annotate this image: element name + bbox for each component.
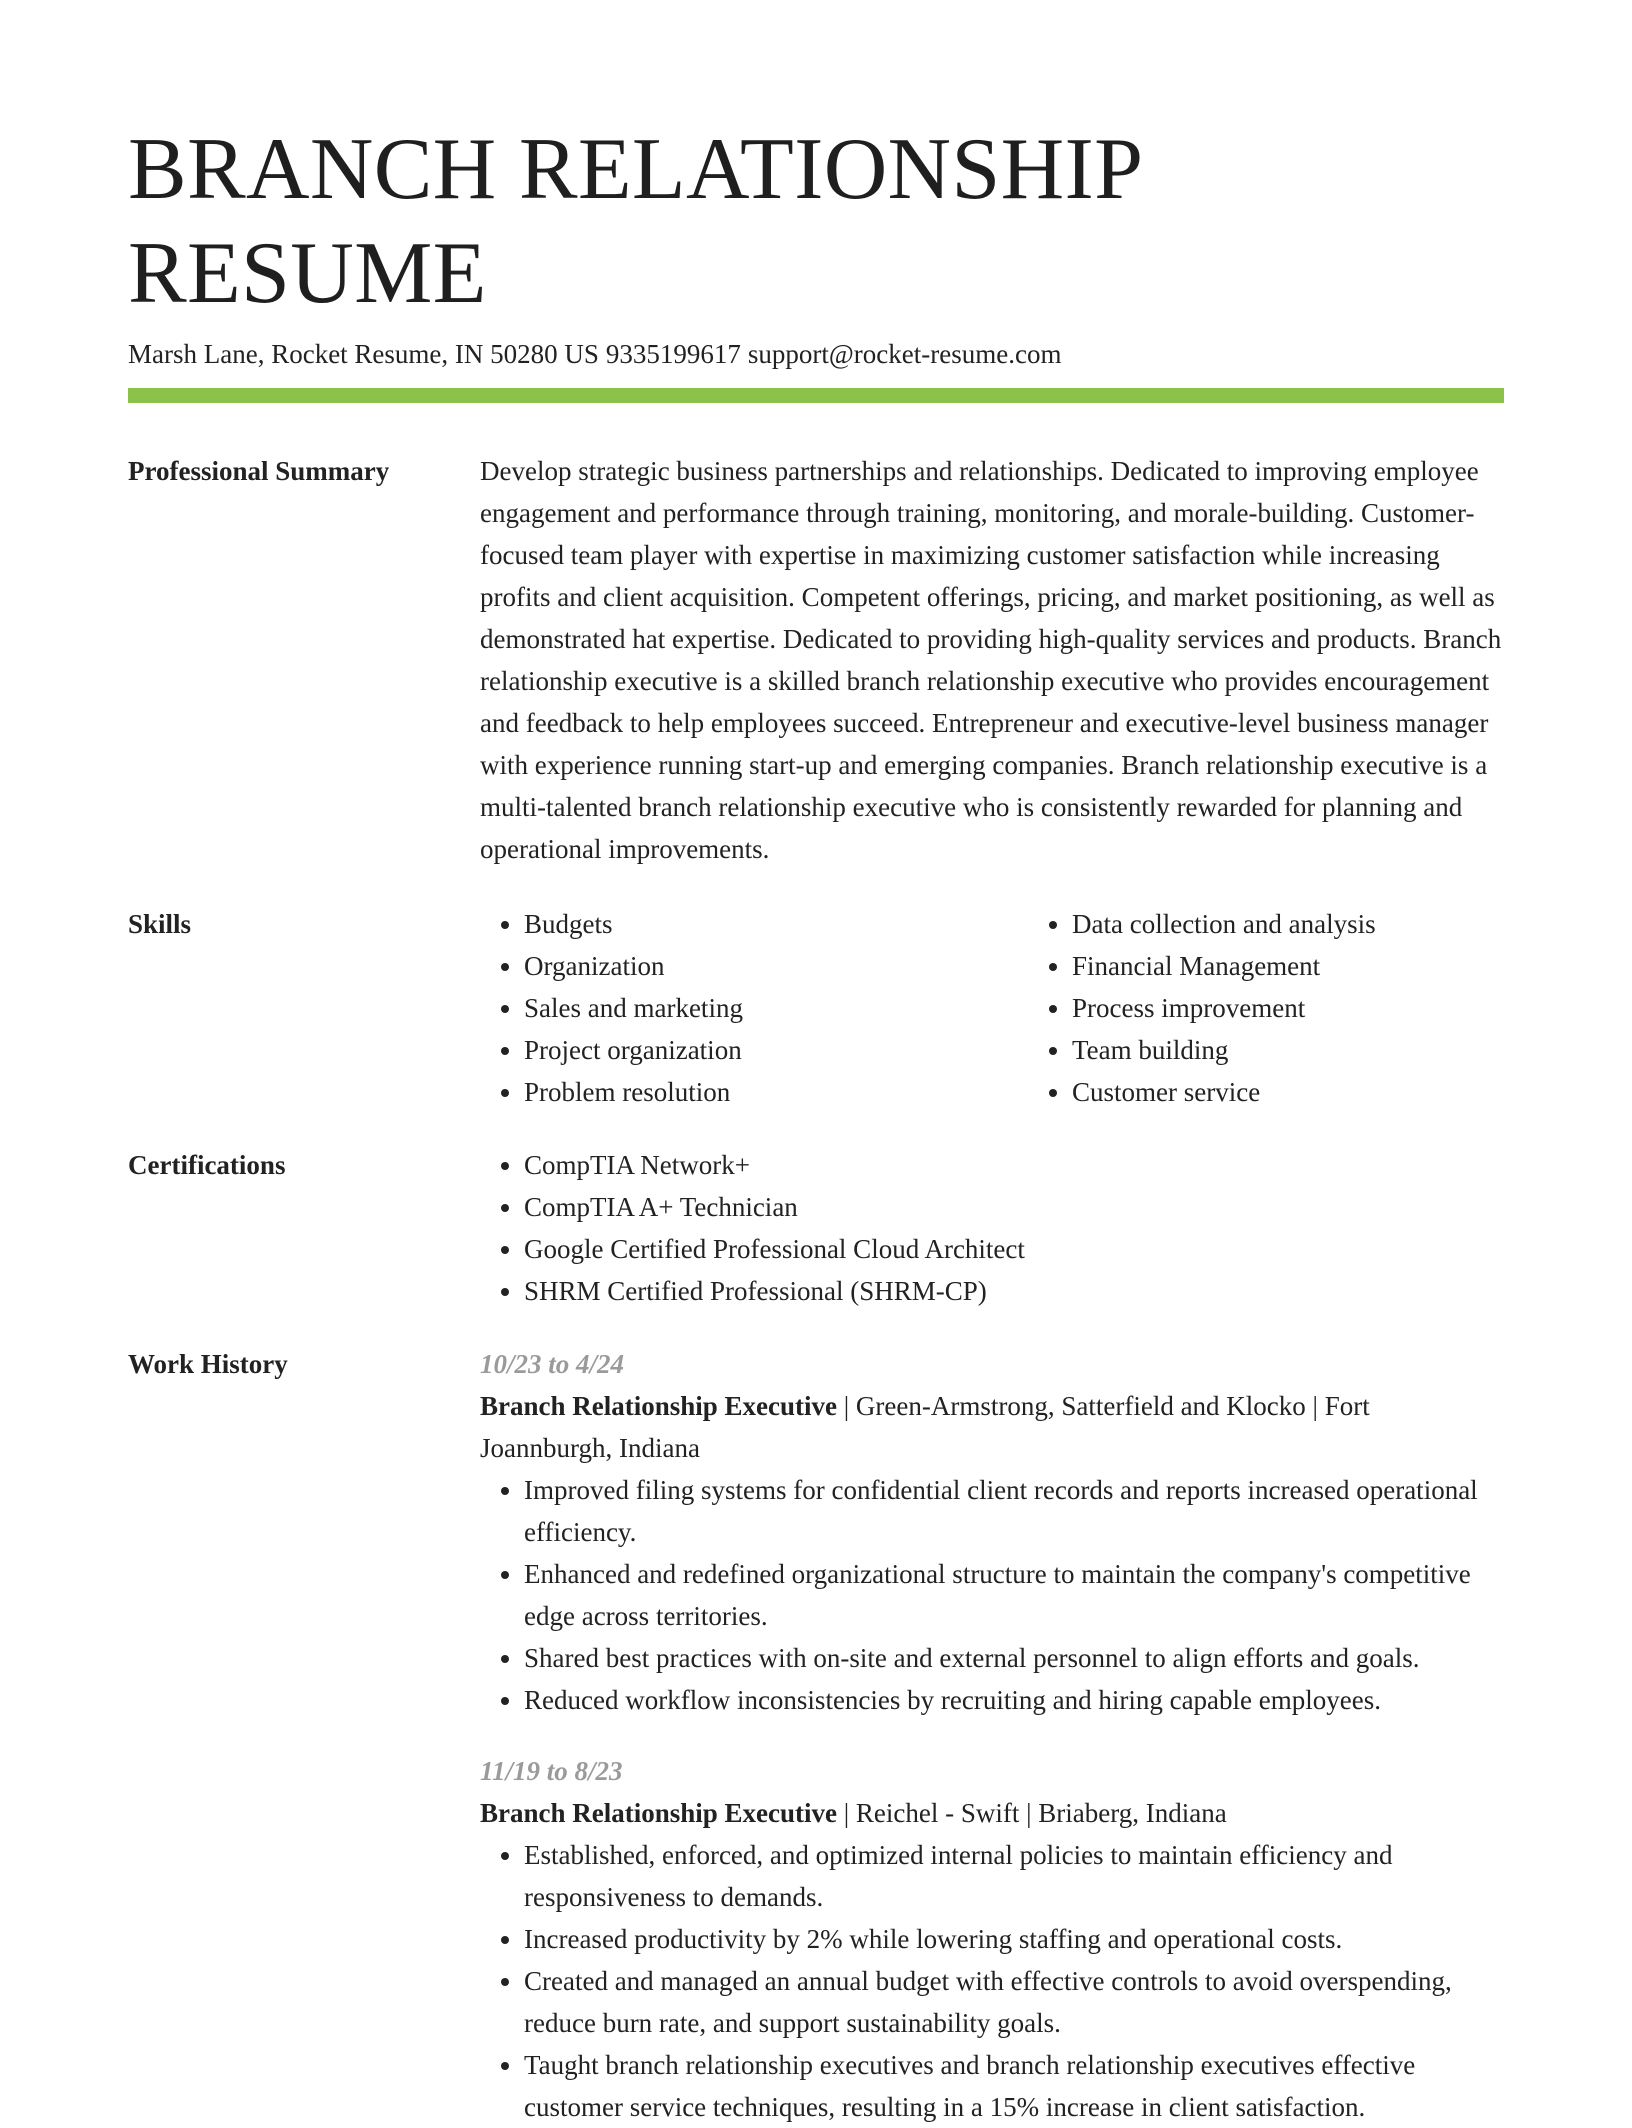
job-entry [480, 1750, 1504, 2128]
certification-item: • CompTIA A+ Technician [524, 1186, 1504, 1228]
job-bullets [480, 1469, 1504, 1721]
skill-item: • Sales and marketing [524, 987, 1028, 1029]
job-bullet: • Increased productivity by 2% while lowering staffing and operational costs. [524, 1918, 1504, 1960]
skill-item: • Problem resolution [524, 1071, 1028, 1113]
certifications-body [480, 1144, 1504, 1312]
job-bullet: • Enhanced and redefined organizational structure to maintain the company's competitive edge across territories. [524, 1553, 1504, 1637]
skills-columns [480, 903, 1504, 1113]
skill-item: • Budgets [524, 903, 1028, 945]
contact-address: Marsh Lane, Rocket Resume, IN 50280 US [128, 339, 599, 369]
work-history-body [480, 1343, 1504, 2128]
resume-title: BRANCH RELATIONSHIP RESUME [128, 121, 1141, 322]
skills-list-left [480, 903, 1028, 1113]
skills-list-right [1028, 903, 1504, 1113]
job-title-line [480, 1385, 1504, 1469]
job-bullet: • Taught branch relationship executives and branch relationship executives effective customer service techniques, resulting in a 15% increase in client satisfaction. [524, 2044, 1504, 2128]
job-details: | Reichel - Swift | Briaberg, Indiana [837, 1798, 1227, 1828]
skills-heading: Skills [128, 909, 192, 939]
contact-phone: 9335199617 [605, 339, 741, 369]
skills-section [128, 903, 1504, 1113]
job-title-line [480, 1792, 1504, 1834]
skill-item: • Organization [524, 945, 1028, 987]
job-entry [480, 1343, 1504, 1721]
work-history-section [128, 1343, 1504, 2128]
contact-email[interactable]: support@rocket-resume.com [747, 339, 1062, 369]
certification-item: • SHRM Certified Professional (SHRM-CP) [524, 1270, 1504, 1312]
job-details: | Green-Armstrong, Satterfield and Klocko | Fort Joannburgh, Indiana [480, 1391, 1370, 1463]
skill-item: • Financial Management [1072, 945, 1504, 987]
job-title: Branch Relationship Executive [480, 1798, 838, 1828]
header-divider [128, 388, 1504, 403]
job-bullet: • Created and managed an annual budget with effective controls to avoid overspending, reduce burn rate, and support sustainability goals. [524, 1960, 1504, 2044]
skill-item: • Customer service [1072, 1071, 1504, 1113]
job-dates: 11/19 to 8/23 [480, 1756, 623, 1786]
job-bullet: • Improved filing systems for confidential client records and reports increased operational efficiency. [524, 1469, 1504, 1553]
skill-item: • Process improvement [1072, 987, 1504, 1029]
summary-heading: Professional Summary [128, 456, 390, 486]
certification-item: • Google Certified Professional Cloud Architect [524, 1228, 1504, 1270]
certifications-list [480, 1144, 1504, 1312]
summary-section [128, 450, 1504, 870]
certifications-heading: Certifications [128, 1150, 286, 1180]
job-bullet: • Reduced workflow inconsistencies by recruiting and hiring capable employees. [524, 1679, 1504, 1721]
certification-item: • CompTIA Network+ [524, 1144, 1504, 1186]
job-bullet: • Established, enforced, and optimized internal policies to maintain efficiency and responsiveness to demands. [524, 1834, 1504, 1918]
job-bullet: • Shared best practices with on-site and external personnel to align efforts and goals. [524, 1637, 1504, 1679]
skill-item: • Project organization [524, 1029, 1028, 1071]
contact-line [128, 336, 1504, 372]
job-title: Branch Relationship Executive [480, 1391, 838, 1421]
work-history-heading: Work History [128, 1349, 288, 1379]
job-bullets [480, 1834, 1504, 2128]
summary-text: Develop strategic business partnerships and relationships. Dedicated to improving employee engagement and performance through training, monitoring, and morale-building. Customer-focused team player with expertise in maximizing customer satisfaction while increasing profits and client acquisition. Competent offerings, pricing, and market positioning, as well as demonstrated hat expertise. Dedicated to providing high-quality services and products. Branch relationship executive is a skilled branch relationship executive who provides encouragement and feedback to help employees succeed. Entrepreneur and executive-level business manager with experience running start-up and emerging companies. Branch relationship executive is a multi-talented branch relationship executive who is consistently rewarded for planning and operational improvements. [480, 456, 1502, 864]
job-dates: 10/23 to 4/24 [480, 1349, 625, 1379]
skill-item: • Data collection and analysis [1072, 903, 1504, 945]
certifications-section [128, 1144, 1504, 1312]
skill-item: • Team building [1072, 1029, 1504, 1071]
